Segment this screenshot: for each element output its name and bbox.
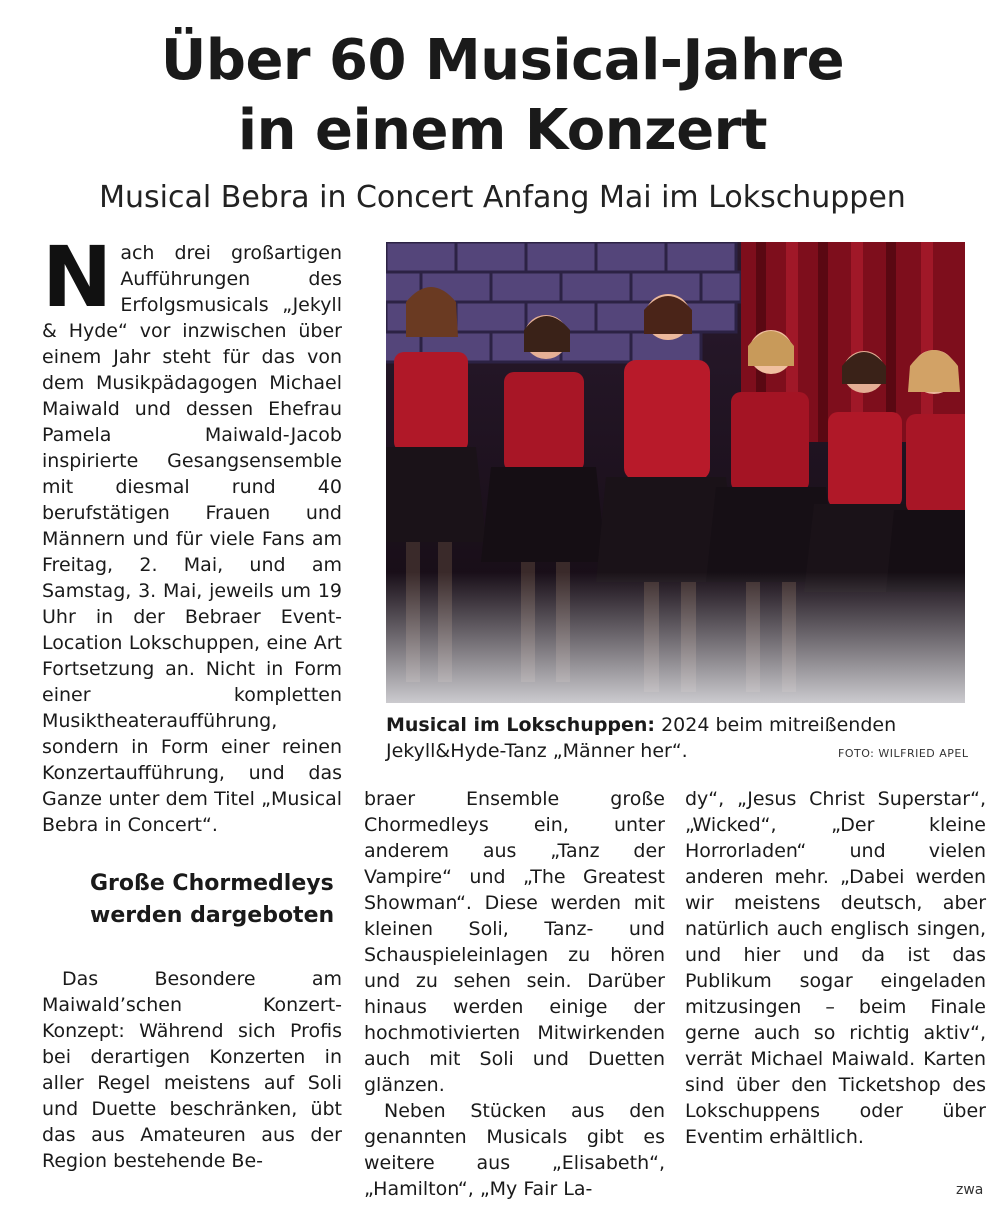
subheadline: Musical Bebra in Concert Anfang Mai im Lokschuppen <box>99 180 906 215</box>
dropcap: N <box>42 228 113 326</box>
photo-credit: FOTO: WILFRIED APEL <box>838 747 969 760</box>
concert-photo <box>386 242 965 703</box>
column-1-paragraph-2: Das Besondere am Maiwald’schen Konzert-Konzept: Während sich Profis bei derartigen Konzerten in aller Regel meistens auf Soli und Duette beschränken, übt das aus Amateuren aus der Region bestehende Be- <box>42 968 342 1172</box>
lead-paragraph <box>42 228 342 838</box>
column-3-paragraph-1: dy“, „Jesus Christ Superstar“, „Wicked“, „Der kleine Horrorladen“ und vielen anderen mehr. „Dabei werden wir meistens deutsch, aber natürlich auch englisch singen, und hier und da ist das Publikum sogar eingeladen mitzusingen – beim Finale gerne auch so richtig aktiv“, verrät Michael Maiwald. Karten sind über den Ticketshop des Lokschuppens oder über Eventim erhältlich. <box>685 788 986 1148</box>
author-initials: zwa <box>956 1182 984 1198</box>
headline-line-1: Über 60 Musical-Jahre <box>160 28 845 93</box>
headline-line-2: in einem Konzert <box>237 98 768 163</box>
caption-bold: Musical im Lokschuppen: <box>386 714 656 736</box>
article-column-2 <box>364 786 665 1202</box>
column-2-paragraph-1: braer Ensemble große Chormedleys ein, unter anderem aus „Tanz der Vampire“ und „The Greatest Showman“. Diese werden mit kleinen Soli, Tanz- und Schauspieleinlagen zu hören und zu sehen sein. Darüber hinaus werden einige der hochmotivierten Mitwirkenden auch mit Soli und Duetten glänzen. <box>364 788 665 1096</box>
headline <box>0 26 1005 166</box>
column-2-paragraph-2: Neben Stücken aus den genannten Musicals gibt es weitere aus „Elisabeth“, „Hamilton“, „My Fair La- <box>364 1100 665 1200</box>
caption-text: 2024 beim mitreißenden Jekyll&Hyde-Tanz „Männer her“. <box>386 714 897 762</box>
article-column-1 <box>42 228 342 1174</box>
section-subheading: Große Chormedleys werden dargeboten <box>90 871 335 928</box>
lead-text: ach drei großartigen Aufführungen des Erfolgsmusicals „Jekyll & Hyde“ vor inzwischen über einem Jahr steht für das von dem Musikpädagogen Michael Maiwald und dessen Ehefrau Pamela Maiwald-Jacob inspirierte Gesangsensemble mit diesmal rund 40 berufstätigen Frauen und Männern und für viele Fans am Freitag, 2. Mai, und am Samstag, 3. Mai, jeweils um 19 Uhr in der Bebraer Event-Location Lokschuppen, eine Art Fortsetzung an. Nicht in Form einer kompletten Musiktheateraufführung, sondern in Form einer reinen Konzertaufführung, und das Ganze unter dem Titel „Musical Bebra in Concert“. <box>42 242 342 836</box>
article-column-3 <box>685 786 986 1150</box>
dancers-illustration <box>386 242 965 703</box>
